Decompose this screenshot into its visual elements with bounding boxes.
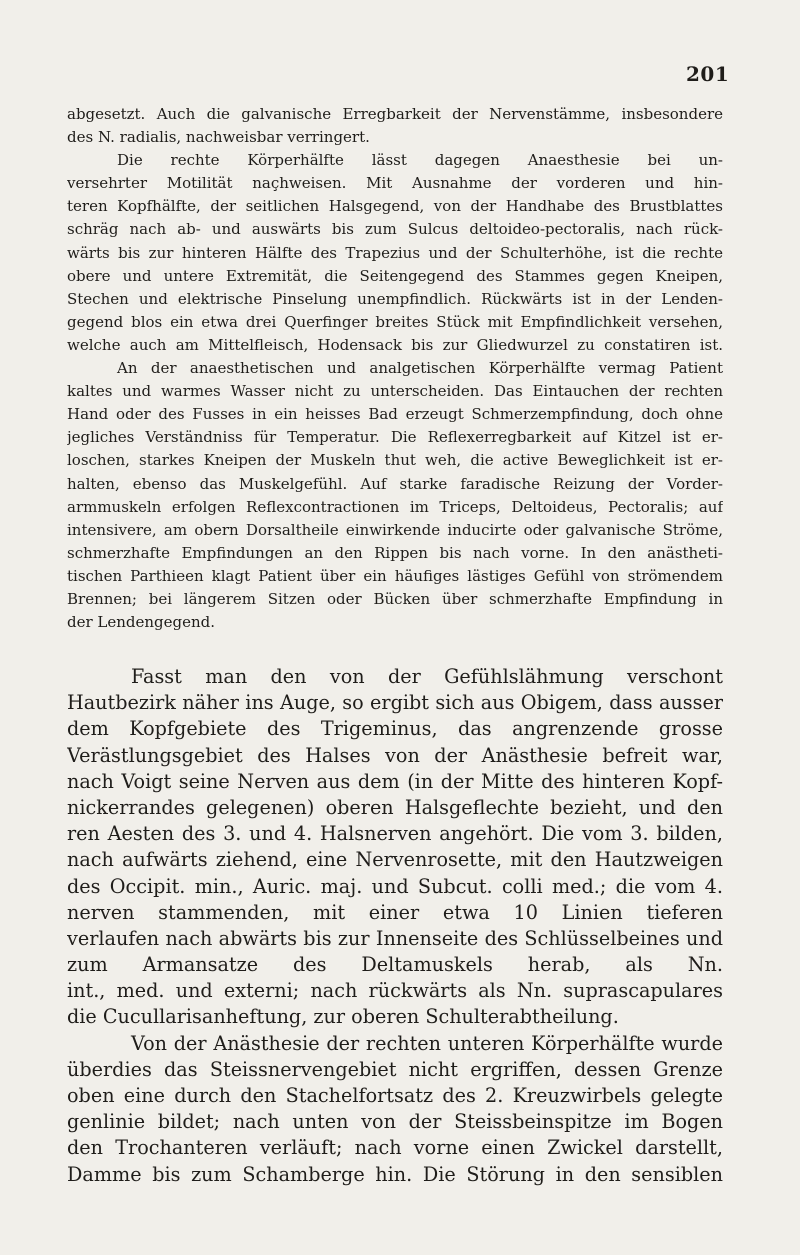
text-line: gegend blos ein etwa drei Querfinger breites Stück mit Empfindlichkeit versehen, bbox=[67, 312, 723, 331]
page-number: 201 bbox=[686, 62, 730, 86]
text-line: Verästlungsgebiet des Halses von der Anästhesie befreit war, bbox=[67, 743, 723, 767]
text-line: Die rechte Körperhälfte lässt dagegen Anaesthesie bei un- bbox=[117, 151, 723, 170]
text-line: abgesetzt. Auch die galvanische Erregbarkeit der Nervenstämme, insbesondere bbox=[67, 105, 723, 123]
text-line: Hautbezirk näher ins Auge, so ergibt sich aus Obigem, dass ausser bbox=[67, 691, 723, 715]
text-line: loschen, starkes Kneipen der Muskeln thut weh, die active Beweglichkeit ist er- bbox=[67, 451, 723, 470]
text-line: Fasst man den von der Gefühlslähmung verschont bbox=[131, 665, 723, 688]
text-line: des N. radialis, nachweisbar verringert. bbox=[67, 128, 370, 147]
text-line: intensivere, am obern Dorsaltheile einwirkende inducirte oder galvanische Ströme, bbox=[67, 520, 723, 539]
text-line: der Lendengegend. bbox=[67, 613, 216, 632]
text-line: des Occipit. min., Auric. maj. und Subcut. colli med.; die vom 4. bbox=[67, 874, 723, 898]
text-line: Stechen und elektrische Pinselung unempfindlich. Rückwärts ist in der Lenden- bbox=[67, 289, 723, 308]
discussion-block bbox=[67, 664, 723, 1188]
case-description-block bbox=[67, 103, 723, 634]
text-line: armmuskeln erfolgen Reflexcontractionen im Triceps, Deltoideus, Pectoralis; auf bbox=[67, 497, 723, 516]
text-line: jegliches Verständniss für Temperatur. Die Reflexerregbarkeit auf Kitzel ist er- bbox=[67, 428, 723, 447]
paragraph-sensation-region bbox=[67, 664, 723, 1031]
text-line: kaltes und warmes Wasser nicht zu unterscheiden. Das Eintauchen der rechten bbox=[67, 382, 723, 401]
text-line: Hand oder des Fusses in ein heisses Bad erzeugt Schmerzempfindung, doch ohne bbox=[67, 405, 723, 424]
text-line: ren Aesten des 3. und 4. Halsnerven angehört. Die vom 3. bilden, bbox=[67, 822, 723, 846]
text-line: überdies das Steissnervengebiet nicht ergriffen, dessen Grenze bbox=[67, 1057, 723, 1081]
text-line: oben eine durch den Stachelfortsatz des 2. Kreuzwirbels gelegte bbox=[67, 1084, 723, 1108]
paragraph-coccygeal-region bbox=[67, 1031, 723, 1188]
text-line: den Trochanteren verläuft; nach vorne einen Zwickel darstellt, bbox=[67, 1136, 723, 1160]
text-line: nach aufwärts ziehend, eine Nervenrosette, mit den Hautzweigen bbox=[67, 848, 723, 872]
text-line: halten, ebenso das Muskelgefühl. Auf starke faradische Reizung der Vorder- bbox=[67, 474, 723, 493]
text-line: obere und untere Extremität, die Seitengegend des Stammes gegen Kneipen, bbox=[67, 266, 723, 285]
text-line: genlinie bildet; nach unten von der Steissbeinspitze im Bogen bbox=[67, 1110, 723, 1134]
text-line: Damme bis zum Schamberge hin. Die Störung in den sensiblen bbox=[67, 1162, 723, 1186]
text-line: verlaufen nach abwärts bis zur Innenseite des Schlüsselbeines und bbox=[67, 926, 723, 950]
paragraph-anaesthesia bbox=[67, 149, 723, 357]
paragraph-galvanic bbox=[67, 103, 723, 149]
text-line: int., med. und externi; nach rückwärts als Nn. suprascapulares bbox=[67, 979, 723, 1003]
paragraph-analgesic bbox=[67, 357, 723, 634]
text-line: nach Voigt seine Nerven aus dem (in der Mitte des hinteren Kopf- bbox=[67, 769, 723, 793]
text-line: Von der Anästhesie der rechten unteren Körperhälfte wurde bbox=[131, 1031, 723, 1055]
text-line: zum Armansatze des Deltamuskels herab, als Nn. bbox=[67, 953, 723, 977]
text-line: schmerzhafte Empfindungen an den Rippen bis nach vorne. In den anästheti- bbox=[67, 543, 723, 562]
text-line: nerven stammenden, mit einer etwa 10 Linien tieferen bbox=[67, 900, 723, 924]
text-line: wärts bis zur hinteren Hälfte des Trapezius und der Schulterhöhe, ist die rechte bbox=[67, 243, 723, 262]
text-line: welche auch am Mittelfleisch, Hodensack bis zur Gliedwurzel zu constatiren ist. bbox=[67, 335, 723, 354]
text-line: versehrter Motilität naçhweisen. Mit Ausnahme der vorderen und hin- bbox=[67, 174, 723, 193]
text-line: schräg nach ab- und auswärts bis zum Sulcus deltoideo-pectoralis, nach rück- bbox=[67, 220, 723, 239]
text-line: An der anaesthetischen und analgetischen Körperhälfte vermag Patient bbox=[117, 359, 723, 378]
text-line: Brennen; bei längerem Sitzen oder Bücken über schmerzhafte Empfindung in bbox=[67, 589, 723, 608]
text-line: teren Kopfhälfte, der seitlichen Halsgegend, von der Handhabe des Brustblattes bbox=[67, 197, 723, 216]
text-line: die Cucullarisanheftung, zur oberen Schulterabtheilung. bbox=[67, 1005, 619, 1029]
text-line: nickerrandes gelegenen) oberen Halsgeflechte bezieht, und den bbox=[67, 795, 723, 819]
text-line: tischen Parthieen klagt Patient über ein häufiges lästiges Gefühl von strömendem bbox=[67, 566, 723, 585]
text-line: dem Kopfgebiete des Trigeminus, das angrenzende grosse bbox=[67, 717, 723, 741]
